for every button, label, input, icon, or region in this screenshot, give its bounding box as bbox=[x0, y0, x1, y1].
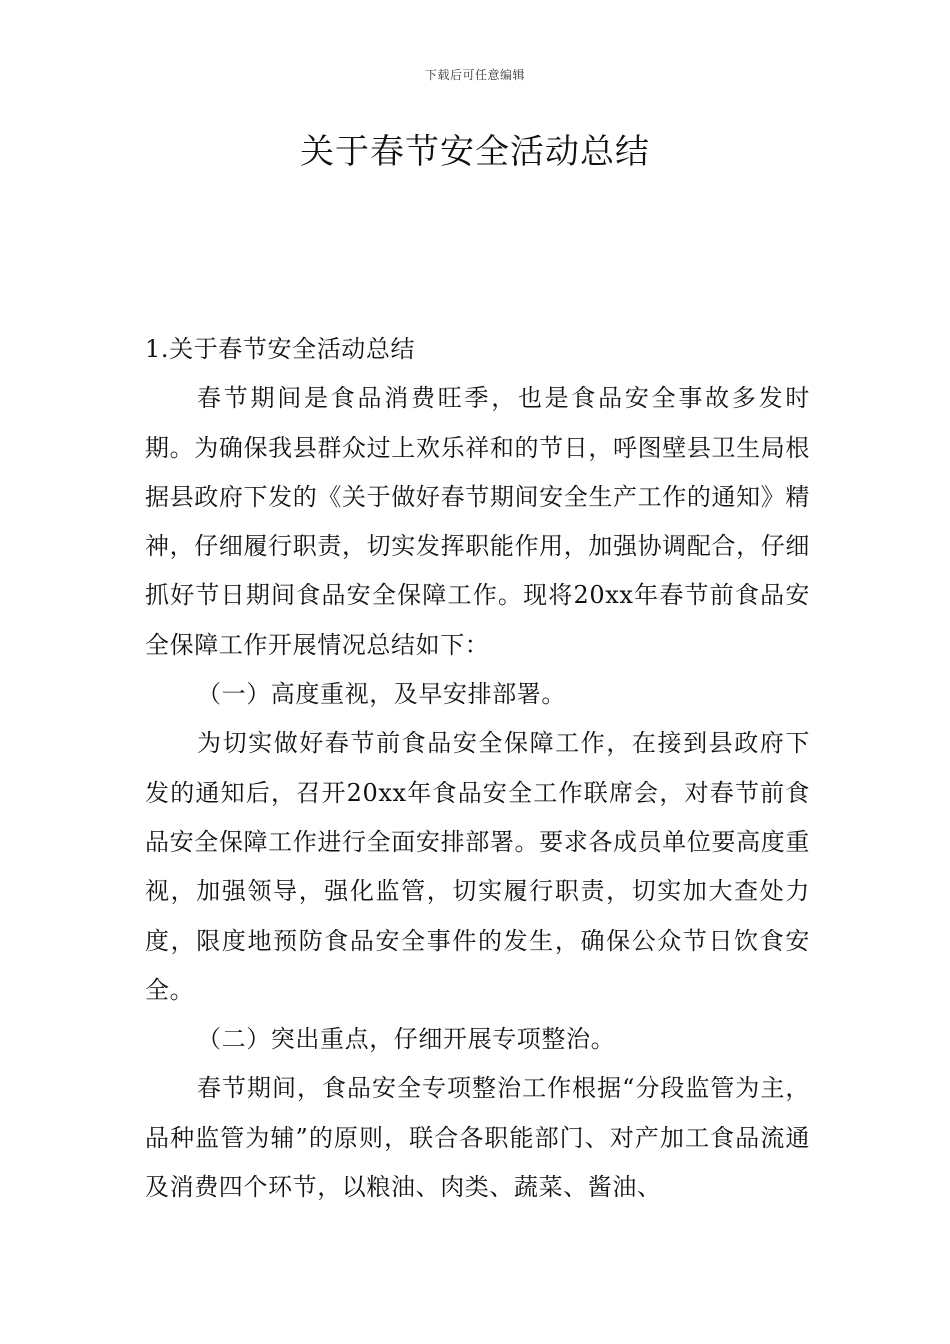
paragraph-1: 春节期间是食品消费旺季，也是食品安全事故多发时期。为确保我县群众过上欢乐祥和的节日，呼图壁县卫生局根据县政府下发的《关于做好春节期间安全生产工作的通知》精神，仔细履行职责，切实发挥职能作用，加强协调配合，仔细抓好节日期间食品安全保障工作。现将20xx年春节前食品安全保障工作开展情况总结如下： bbox=[145, 384, 810, 659]
document-body bbox=[145, 325, 810, 1212]
section-heading: 1.关于春节安全活动总结 bbox=[145, 335, 416, 363]
paragraph-3: 春节期间，食品安全专项整治工作根据“分段监管为主，品种监管为辅”的原则，联合各职能部门、对产加工食品流通及消费四个环节，以粮油、肉类、蔬菜、酱油、 bbox=[145, 1074, 810, 1202]
header-note: 下载后可任意编辑 bbox=[424, 68, 525, 82]
document-title: 关于春节安全活动总结 bbox=[300, 132, 650, 172]
paragraph-2: 为切实做好春节前食品安全保障工作，在接到县政府下发的通知后，召开20xx年食品安全工作联席会，对春节前食品安全保障工作进行全面安排部署。要求各成员单位要高度重视，加强领导，强化监管，切实履行职责，切实加大查处力度，限度地预防食品安全事件的发生，确保公众节日饮食安全。 bbox=[145, 729, 810, 1004]
subheading-2: （二）突出重点，仔细开展专项整治。 bbox=[197, 1025, 616, 1054]
subheading-1: （一）高度重视，及早安排部署。 bbox=[197, 680, 566, 709]
